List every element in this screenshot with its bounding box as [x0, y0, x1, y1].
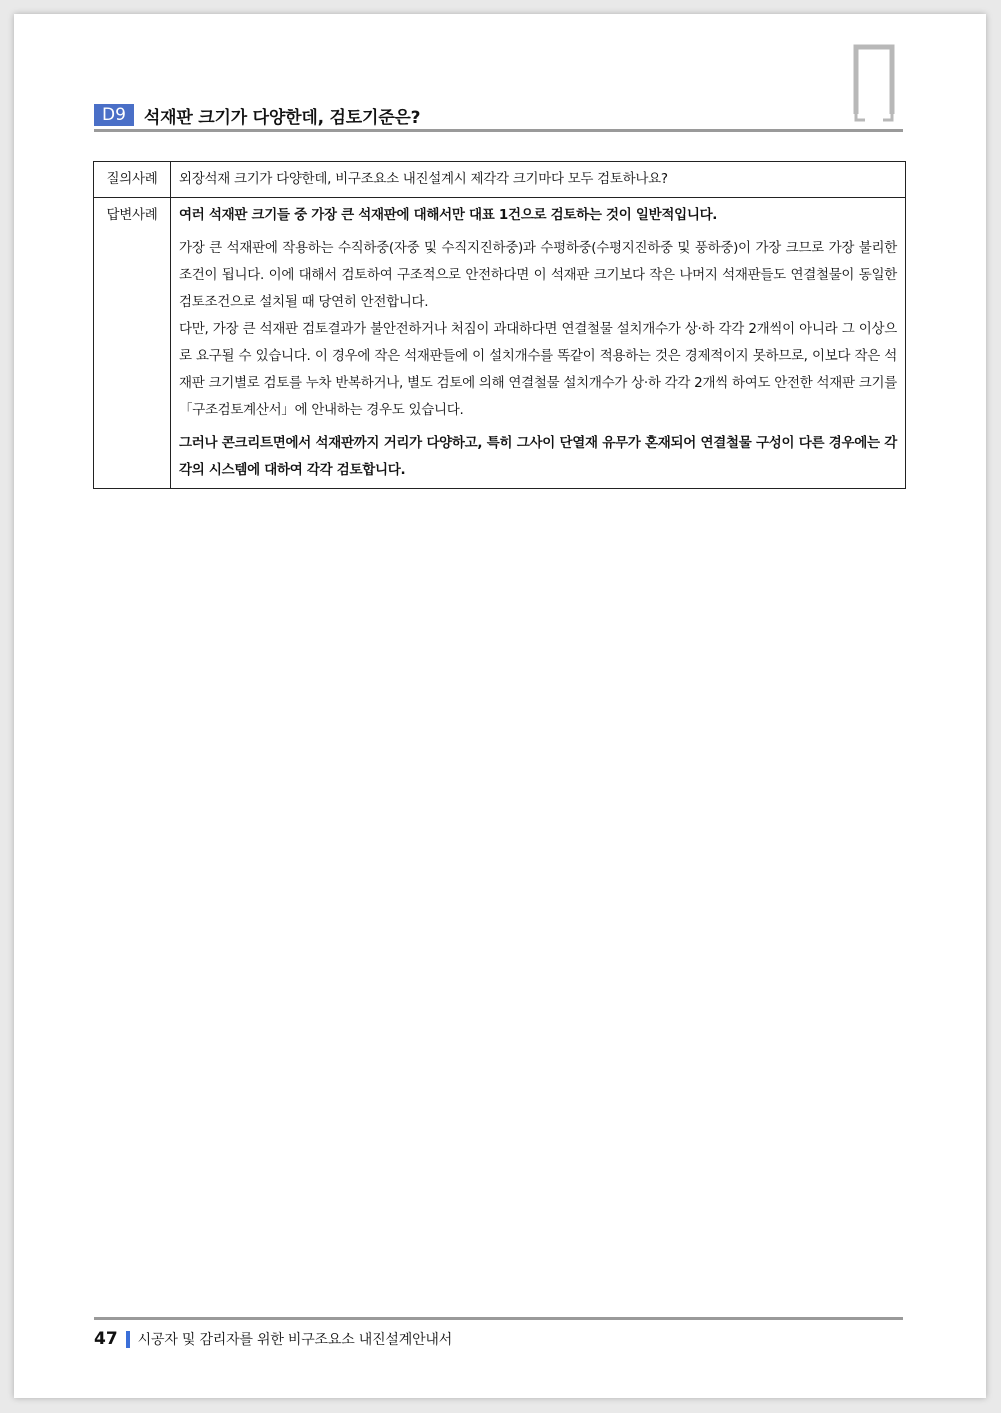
footer-document-title: 시공자 및 감리자를 위한 비구조요소 내진설계안내서 [137, 1332, 453, 1348]
answer-conclusion: 그러나 콘크리트면에서 석재판까지 거리가 다양하고, 특히 그사이 단열재 유무가 혼재되어 연결철물 구성이 다른 경우에는 각각의 시스템에 대하여 각각 검토합니다. [179, 435, 897, 478]
question-label: 질의사례 [94, 162, 171, 198]
answer-row [94, 198, 906, 489]
document-page [14, 14, 986, 1398]
footer-accent-bar [126, 1331, 130, 1348]
header-divider [94, 129, 903, 132]
answer-paragraph-2: 다만, 가장 큰 석재판 검토결과가 불안전하거나 처짐이 과대하다면 연결철물 설치개수가 상·하 각각 2개씩이 아니라 그 이상으로 요구될 수 있습니다. 이 경우에 작은 석재판들에 이 설치개수를 똑같이 적용하는 것은 경제적이지 못하므로, 이보다 작은 석재판 크기별로 검토를 누차 반복하거나, 별도 검토에 의해 연결철물 설치개수가 상·하 각각 2개씩 하여도 안전한 석재판 크기를 「구조검토계산서」에 안내하는 경우도 있습니다. [179, 321, 897, 418]
answer-paragraph-1: 가장 큰 석재판에 작용하는 수직하중(자중 및 수직지진하중)과 수평하중(수평지진하중 및 풍하중)이 가장 크므로 가장 불리한 조건이 됩니다. 이에 대해서 검토하여 구조적으로 안전하다면 이 석재판 크기보다 작은 나머지 석재판들도 연결철물이 동일한 검토조건으로 설치될 때 당연히 안전합니다. [179, 240, 897, 310]
question-text: 외장석재 크기가 다양한데, 비구조요소 내진설계시 제각각 크기마다 모두 검토하나요? [179, 171, 668, 187]
answer-body [179, 235, 897, 424]
page-number: 47 [94, 1329, 118, 1349]
qa-table [93, 161, 906, 489]
section-header [94, 102, 903, 128]
section-title: 석재판 크기가 다양한데, 검토기준은? [143, 107, 421, 128]
answer-cell [171, 198, 906, 489]
question-row [94, 162, 906, 198]
question-cell [171, 162, 906, 198]
footer-divider [94, 1317, 903, 1320]
answer-summary: 여러 석재판 크기들 중 가장 큰 석재판에 대해서만 대표 1건으로 검토하는 것이 일반적입니다. [179, 207, 718, 223]
section-badge: D9 [94, 104, 134, 126]
page-footer [94, 1326, 452, 1352]
answer-label: 답변사례 [94, 198, 171, 489]
